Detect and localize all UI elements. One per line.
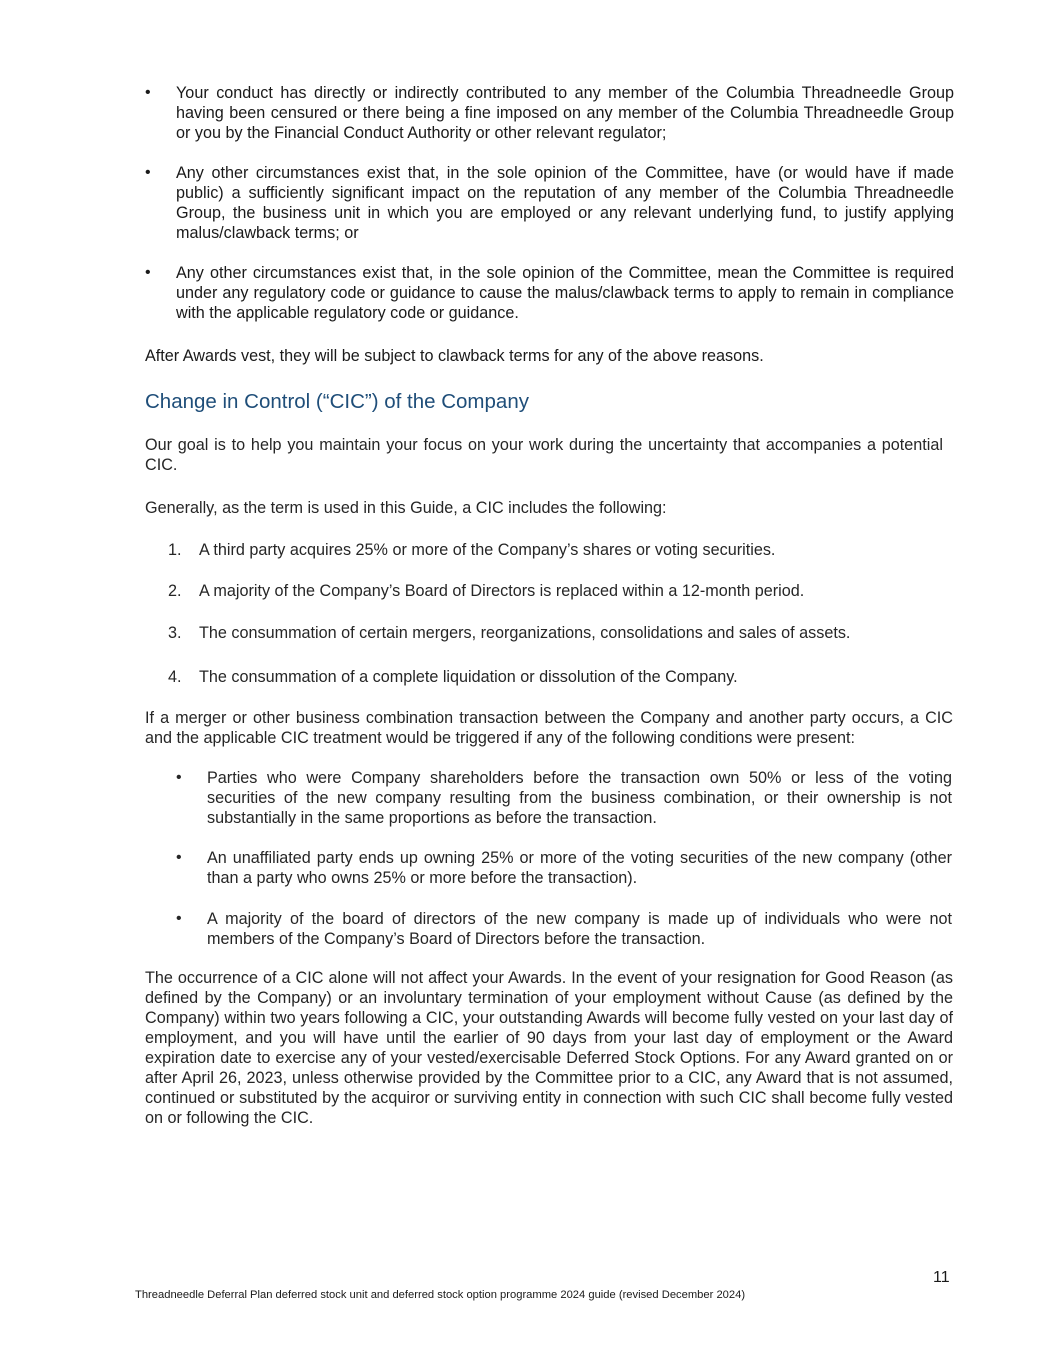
list-item <box>145 623 945 643</box>
list-text: The consummation of a complete liquidation or dissolution of the Company. <box>199 668 738 686</box>
bullet-icon: • <box>176 769 182 786</box>
list-item <box>145 83 955 143</box>
list-text: The consummation of certain mergers, reorganizations, consolidations and sales of assets. <box>199 624 851 642</box>
list-number: 3. <box>168 624 182 642</box>
section-heading: Change in Control (“CIC”) of the Company <box>145 390 529 413</box>
bullet-icon: • <box>176 849 182 866</box>
bullet-text: Any other circumstances exist that, in the sole opinion of the Committee, have (or would have if made public) a sufficiently significant impact on the reputation of any member of the Columbia Threadneedle Group, the business unit in which you are employed or any relevant underlying fund, to justify applying malus/clawback terms; or <box>176 164 954 242</box>
list-item <box>176 848 954 888</box>
list-item <box>145 163 955 243</box>
bullet-icon: • <box>176 910 182 927</box>
goal-paragraph: Our goal is to help you maintain your focus on your work during the uncertainty that accompanies a potential CIC. <box>145 436 943 474</box>
list-text: A third party acquires 25% or more of the Company’s shares or voting securities. <box>199 541 776 559</box>
list-item <box>145 540 945 560</box>
list-item <box>145 667 945 687</box>
list-item <box>145 581 945 601</box>
list-text: A majority of the Company’s Board of Directors is replaced within a 12-month period. <box>199 582 805 600</box>
occurrence-paragraph: The occurrence of a CIC alone will not affect your Awards. In the event of your resignation for Good Reason (as defined by the Company) or an involuntary termination of your employment without Cause (as defined by the Company) within two years following a CIC, your outstanding Awards will become fully vested on your last day of employment, and you will have until the earlier of 90 days from your last day of employment or the Award expiration date to exercise any of your vested/exercisable Deferred Stock Options. For any Award granted on or after April 26, 2023, unless otherwise provided by the Committee prior to a CIC, any Award that is not assumed, continued or substituted by the acquiror or surviving entity in connection with such CIC shall become fully vested on or following the CIC. <box>145 969 953 1127</box>
bullet-icon: • <box>145 84 151 101</box>
bullet-text: Any other circumstances exist that, in the sole opinion of the Committee, mean the Committee is required under any regulatory code or guidance to cause the malus/clawback terms to apply to remain in compliance with the applicable regulatory code or guidance. <box>176 264 954 322</box>
page-footer: Threadneedle Deferral Plan deferred stock unit and deferred stock option programme 2024 guide (revised December 2024) <box>135 1289 746 1301</box>
list-item <box>176 909 954 949</box>
after-vest-paragraph: After Awards vest, they will be subject to clawback terms for any of the above reasons. <box>145 347 764 365</box>
list-number: 2. <box>168 582 182 600</box>
list-item <box>176 768 954 828</box>
list-item <box>145 263 955 323</box>
bullet-icon: • <box>145 164 151 181</box>
bullet-text: A majority of the board of directors of the new company is made up of individuals who were not members of the Company’s Board of Directors before the transaction. <box>207 910 952 948</box>
merger-paragraph: If a merger or other business combination transaction between the Company and another party occurs, a CIC and the applicable CIC treatment would be triggered if any of the following conditions were present: <box>145 709 953 747</box>
generally-paragraph: Generally, as the term is used in this Guide, a CIC includes the following: <box>145 499 667 517</box>
bullet-icon: • <box>145 264 151 281</box>
page-number: 11 <box>933 1269 950 1286</box>
bullet-text: Parties who were Company shareholders before the transaction own 50% or less of the voting securities of the new company resulting from the business combination, or their ownership is not substantially in the same proportions as before the transaction. <box>207 769 952 827</box>
list-number: 1. <box>168 541 182 559</box>
list-number: 4. <box>168 668 182 686</box>
bullet-text: An unaffiliated party ends up owning 25% or more of the voting securities of the new company (other than a party who owns 25% or more before the transaction). <box>207 849 952 887</box>
bullet-text: Your conduct has directly or indirectly contributed to any member of the Columbia Threadneedle Group having been censured or there being a fine imposed on any member of the Columbia Threadneedle Group or you by the Financial Conduct Authority or other relevant regulator; <box>176 84 954 142</box>
